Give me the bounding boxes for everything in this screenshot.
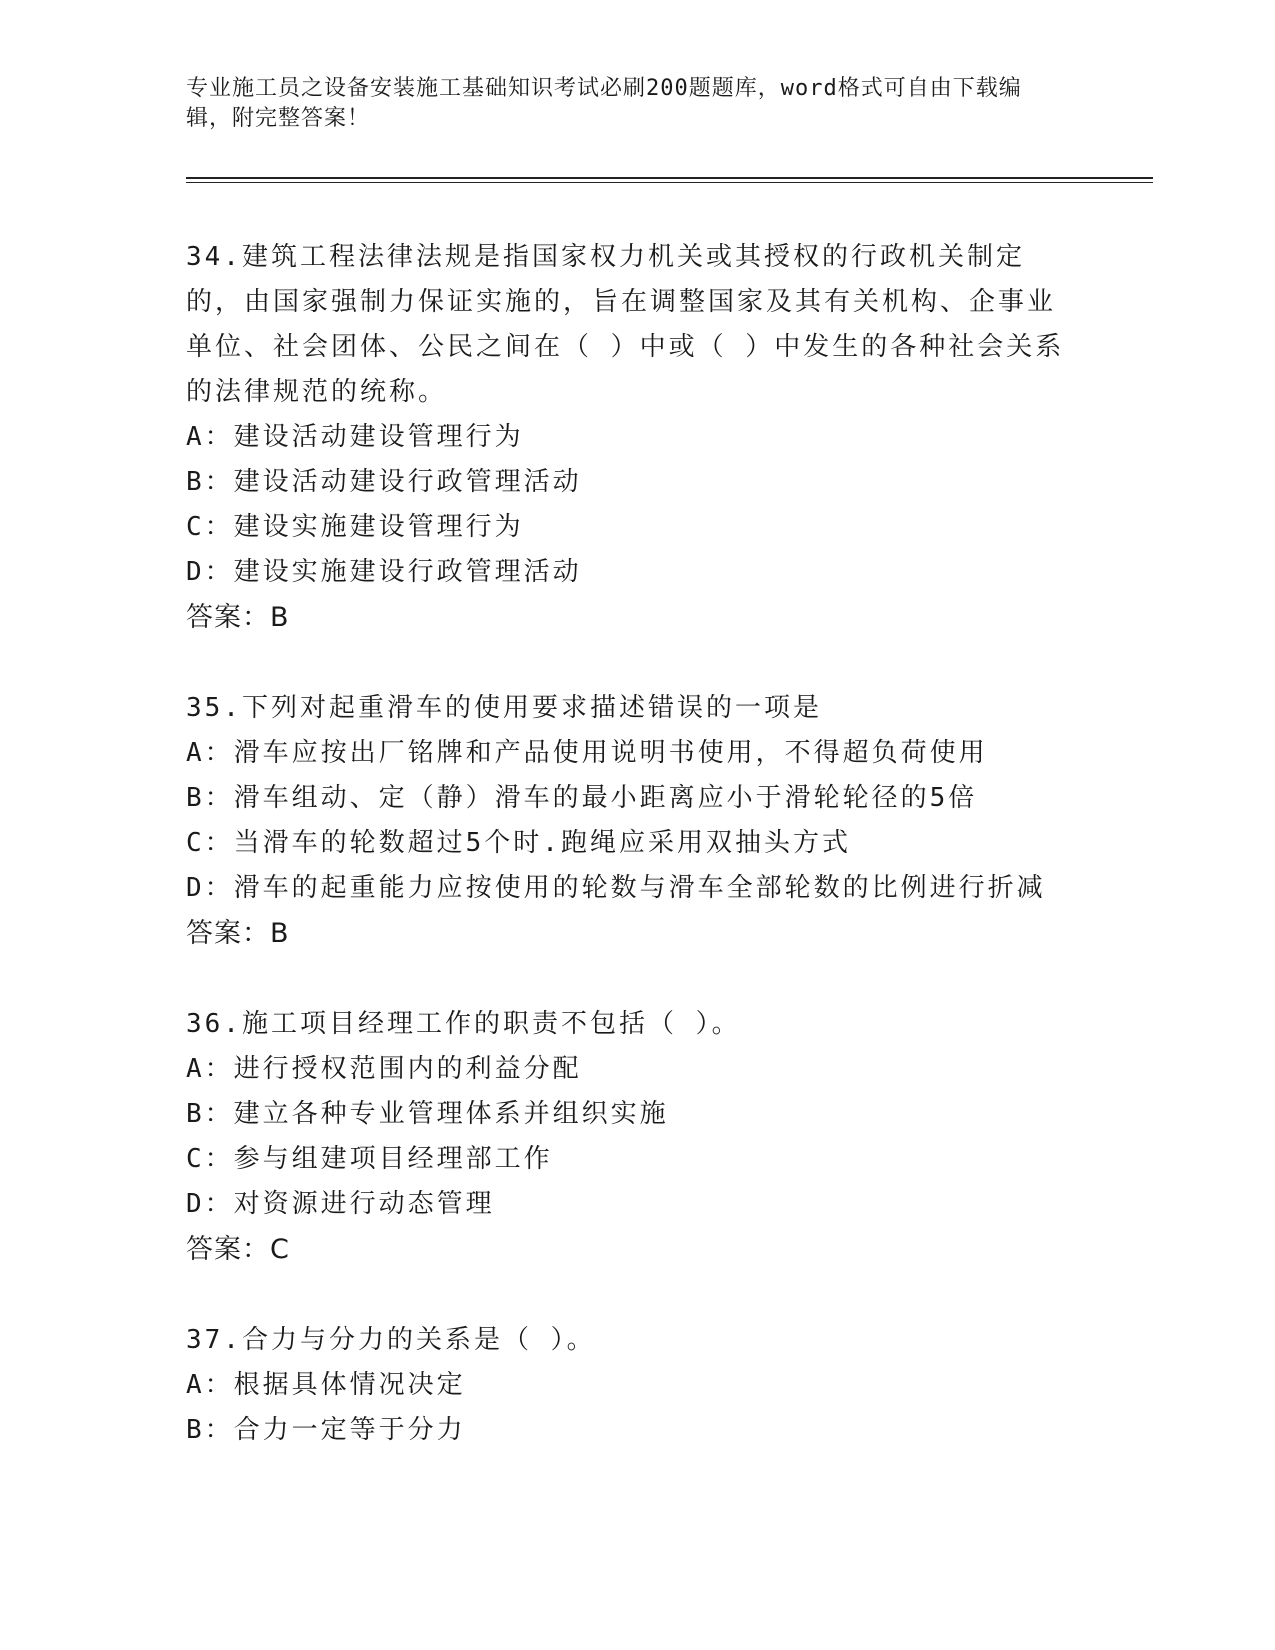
option-b: B：建立各种专业管理体系并组织实施 (186, 1099, 669, 1129)
answer-line: 答案：B (186, 602, 290, 633)
option-d: D：建设实施建设行政管理活动 (186, 557, 582, 587)
option-a: A：建设活动建设管理行为 (186, 422, 524, 452)
option-b: B：合力一定等于分力 (186, 1415, 466, 1445)
option-a: A：根据具体情况决定 (186, 1370, 466, 1400)
document-title: 专业施工员之设备安装施工基础知识考试必刷200题题库，word格式可自由下载编辑，附完整答案！ (186, 76, 1022, 131)
question-stem: 35.下列对起重滑车的使用要求描述错误的一项是 (186, 693, 822, 723)
option-b: B：建设活动建设行政管理活动 (186, 467, 582, 497)
question-stem: 36.施工项目经理工作的职责不包括（ ）。 (186, 1009, 741, 1039)
question-35 (186, 686, 1066, 956)
option-d: D：对资源进行动态管理 (186, 1189, 495, 1219)
option-a: A：进行授权范围内的利益分配 (186, 1054, 582, 1084)
option-d: D：滑车的起重能力应按使用的轮数与滑车全部轮数的比例进行折减 (186, 873, 1046, 903)
question-list (186, 235, 1066, 1499)
header-divider-thin (186, 182, 1153, 183)
option-c: C：建设实施建设管理行为 (186, 512, 524, 542)
answer-line: 答案：C (186, 1234, 290, 1265)
question-34 (186, 235, 1066, 640)
option-c: C：当滑车的轮数超过5个时.跑绳应采用双抽头方式 (186, 828, 851, 858)
question-stem: 34.建筑工程法律法规是指国家权力机关或其授权的行政机关制定的，由国家强制力保证实施的，旨在调整国家及其有关机构、企事业单位、社会团体、公民之间在（ ）中或（ ）中发生的各种社会关系的法律规范的统称。 (186, 242, 1065, 407)
option-b: B：滑车组动、定（静）滑车的最小距离应小于滑轮轮径的5倍 (186, 783, 978, 813)
question-37 (186, 1318, 1066, 1453)
header-divider-thick (186, 177, 1153, 179)
question-36 (186, 1002, 1066, 1272)
option-a: A：滑车应按出厂铭牌和产品使用说明书使用，不得超负荷使用 (186, 738, 988, 768)
answer-line: 答案：B (186, 918, 290, 949)
option-c: C：参与组建项目经理部工作 (186, 1144, 553, 1174)
question-stem: 37.合力与分力的关系是（ ）。 (186, 1325, 596, 1355)
